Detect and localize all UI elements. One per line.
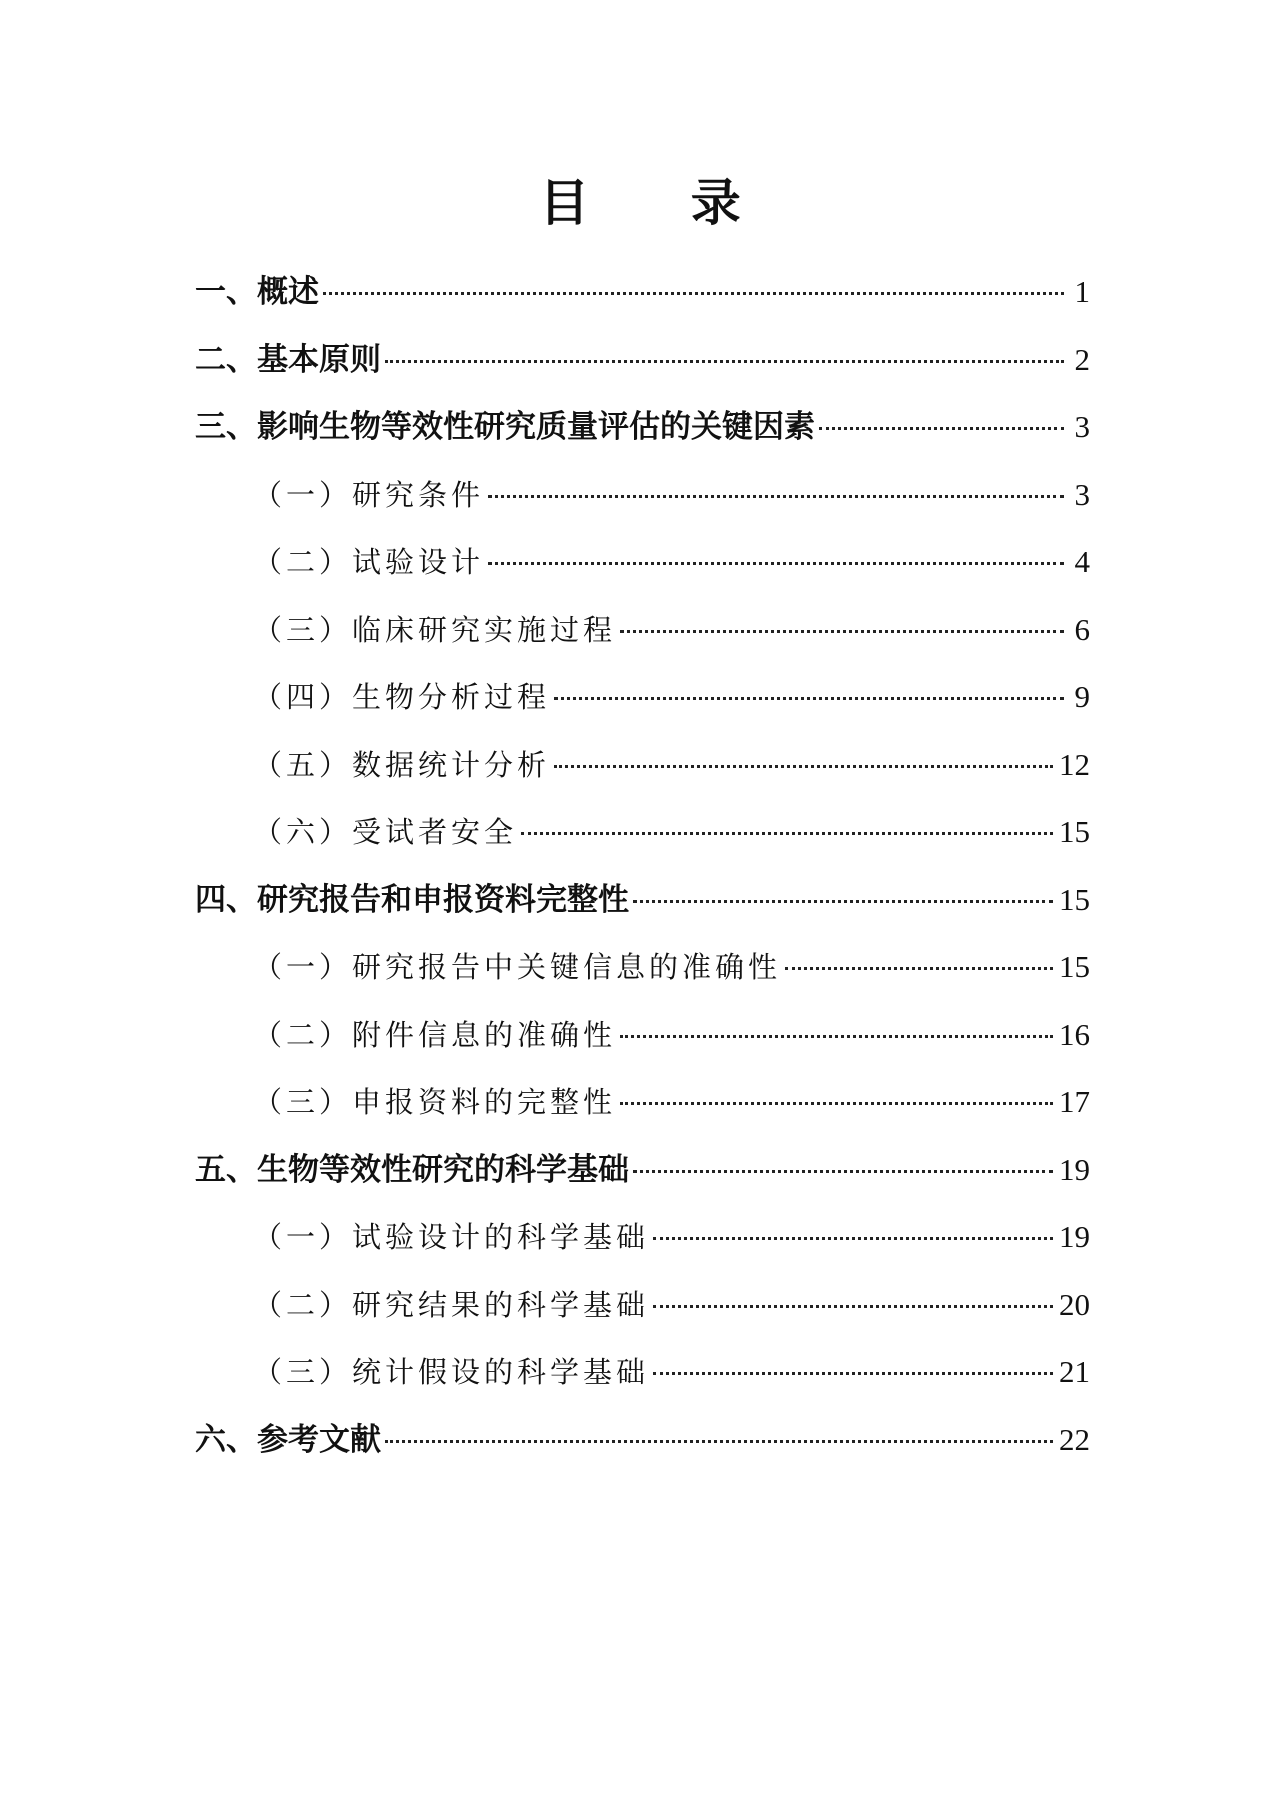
toc-dot-leader (653, 1372, 1053, 1375)
toc-dot-leader (653, 1237, 1053, 1240)
toc-entry-label: 四、研究报告和申报资料完整性 (195, 881, 629, 918)
toc-page-number: 15 (1059, 814, 1090, 849)
toc-entry[interactable] (195, 933, 1090, 1001)
toc-page-number: 21 (1059, 1354, 1090, 1389)
toc-dot-leader (554, 765, 1053, 768)
toc-page-number: 3 (1074, 409, 1090, 444)
toc-entry-label: （一）研究报告中关键信息的准确性 (253, 950, 782, 984)
toc-page-number: 17 (1059, 1084, 1090, 1119)
toc-dot-leader (653, 1305, 1053, 1308)
toc-entry-label: （三）申报资料的完整性 (253, 1085, 617, 1119)
toc-dot-leader (633, 900, 1053, 903)
toc-page-number: 3 (1074, 476, 1090, 512)
toc-entry-label: （四）生物分析过程 (253, 680, 551, 714)
toc-dot-leader (819, 427, 1064, 430)
toc-entry-label: （一）试验设计的科学基础 (253, 1220, 650, 1254)
toc-entry[interactable] (195, 1068, 1090, 1136)
toc-page-number: 22 (1059, 1421, 1090, 1457)
toc-entry-label: （六）受试者安全 (253, 815, 518, 849)
toc-entry[interactable] (195, 1001, 1090, 1069)
toc-dot-leader (385, 1440, 1053, 1443)
toc-entry-label: （三）统计假设的科学基础 (253, 1355, 650, 1389)
toc-dot-leader (620, 1035, 1053, 1038)
toc-entry[interactable] (195, 1271, 1090, 1339)
toc-entry-label: （一）研究条件 (253, 477, 485, 512)
toc-entry[interactable] (195, 798, 1090, 866)
toc-page-number: 19 (1059, 1219, 1090, 1254)
toc-entry-label: （五）数据统计分析 (253, 747, 551, 782)
toc-dot-leader (633, 1170, 1053, 1173)
toc-entry[interactable] (195, 393, 1090, 461)
toc-entry-label: （二）研究结果的科学基础 (253, 1287, 650, 1322)
toc-entry[interactable] (195, 866, 1090, 934)
toc-entry[interactable] (195, 1338, 1090, 1406)
toc-dot-leader (521, 832, 1053, 835)
toc-page-number: 12 (1059, 746, 1090, 782)
toc-page-number: 4 (1074, 544, 1090, 579)
toc-entry[interactable] (195, 731, 1090, 799)
toc-dot-leader (488, 495, 1064, 498)
toc-dot-leader (785, 967, 1053, 970)
toc-page-number: 15 (1059, 881, 1090, 917)
toc-entry-label: （三）临床研究实施过程 (253, 612, 617, 647)
toc-entry[interactable] (195, 1136, 1090, 1204)
toc-list (195, 258, 1090, 1473)
toc-entry[interactable] (195, 461, 1090, 529)
toc-page-number: 20 (1059, 1286, 1090, 1322)
toc-title: 目 录 (539, 174, 783, 232)
toc-entry-label: 一、概述 (195, 274, 319, 310)
toc-page-number: 16 (1059, 1016, 1090, 1052)
toc-page-number: 1 (1074, 274, 1090, 309)
toc-dot-leader (488, 562, 1064, 565)
toc-dot-leader (620, 1102, 1053, 1105)
toc-entry-label: 三、影响生物等效性研究质量评估的关键因素 (195, 409, 815, 445)
toc-entry-label: （二）试验设计 (253, 545, 485, 579)
toc-entry[interactable] (195, 1406, 1090, 1474)
toc-entry-label: 六、参考文献 (195, 1421, 381, 1458)
toc-entry-label: 二、基本原则 (195, 341, 381, 378)
toc-dot-leader (323, 292, 1064, 295)
toc-entry[interactable] (195, 1203, 1090, 1271)
toc-entry[interactable] (195, 528, 1090, 596)
toc-entry[interactable] (195, 663, 1090, 731)
toc-page-number: 15 (1059, 949, 1090, 984)
toc-dot-leader (620, 630, 1064, 633)
toc-entry-label: 五、生物等效性研究的科学基础 (195, 1151, 629, 1188)
toc-page-number: 2 (1074, 341, 1090, 377)
toc-page-number: 9 (1074, 679, 1090, 714)
toc-entry[interactable] (195, 596, 1090, 664)
toc-dot-leader (554, 697, 1064, 700)
toc-entry[interactable] (195, 258, 1090, 326)
toc-page-number: 19 (1059, 1151, 1090, 1187)
toc-dot-leader (385, 360, 1064, 363)
toc-entry[interactable] (195, 326, 1090, 394)
toc-page-number: 6 (1074, 611, 1090, 647)
toc-entry-label: （二）附件信息的准确性 (253, 1017, 617, 1052)
